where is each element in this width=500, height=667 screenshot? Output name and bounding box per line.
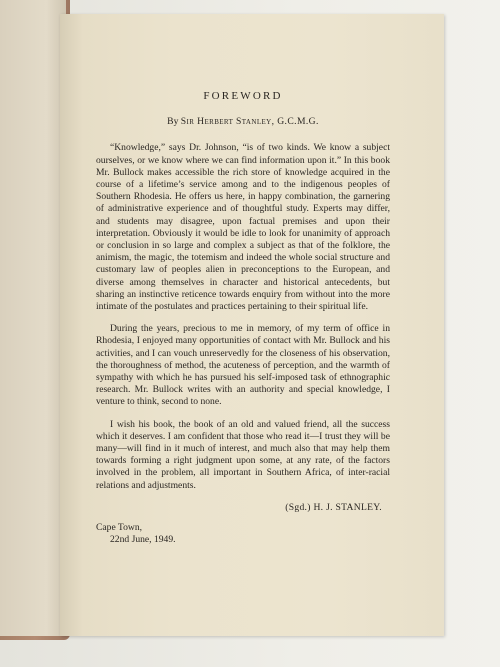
paragraph-3: I wish his book, the book of an old and valued friend, all the success which it deserves. I am confident that those who read it—I trust they will be many—will find in it much of interest, and much also that may help them towards forming a right judgment upon some, at any rate, of the factors involved in the problem, all important in Southern Africa, of inter-racial relations and adjustments. — [96, 418, 390, 491]
byline-author: Sir Herbert Stanley, G.C.M.G. — [180, 116, 319, 128]
byline — [96, 116, 390, 128]
paragraph-1: “Knowledge,” says Dr. Johnson, “is of two kinds. We know a subject ourselves, or we know where we can find information upon it.” In this book Mr. Bullock makes accessible the rich store of knowledge acquired in the course of a lifetime’s service among and to the indigenous peoples of Southern Rhodesia. He offers us here, in happy combination, the garnering of administrative experience and of thoughtful study. Experts may differ, and students may disagree, upon factual premises and upon their interpretation. Obviously it would be idle to look for unanimity of approach or conclusion in so large and complex a subject as that of the folklore, the animism, the magic, the totemism and indeed the whole social structure and customary law of peoples alien in preconceptions to the European, and diverse among themselves in character and historical antecedents, but sharing an instinctive reticence towards enquiry from without into the more intimate of the postulates and practices pertaining to their spiritual life. — [96, 142, 390, 313]
signature: (Sgd.) H. J. STANLEY. — [285, 501, 382, 513]
page-edge — [0, 0, 66, 636]
foreword-text — [96, 90, 390, 547]
foreword-title: FOREWORD — [203, 90, 283, 102]
date: 22nd June, 1949. — [110, 534, 176, 546]
paragraph-2: During the years, precious to me in memory, of my term of office in Rhodesia, I enjoyed many opportunities of contact with Mr. Bullock and his activities, and I can vouch unreservedly for the closeness of his observation, the thoroughness of method, the acuteness of perception, and the warmth of sympathy with which he has pursued his self-imposed task of ethnographic research. Mr. Bullock writes with an authority and special knowledge, I venture to think, second to none. — [96, 323, 390, 408]
place: Cape Town, — [96, 522, 143, 534]
byline-prefix: By — [167, 116, 179, 128]
